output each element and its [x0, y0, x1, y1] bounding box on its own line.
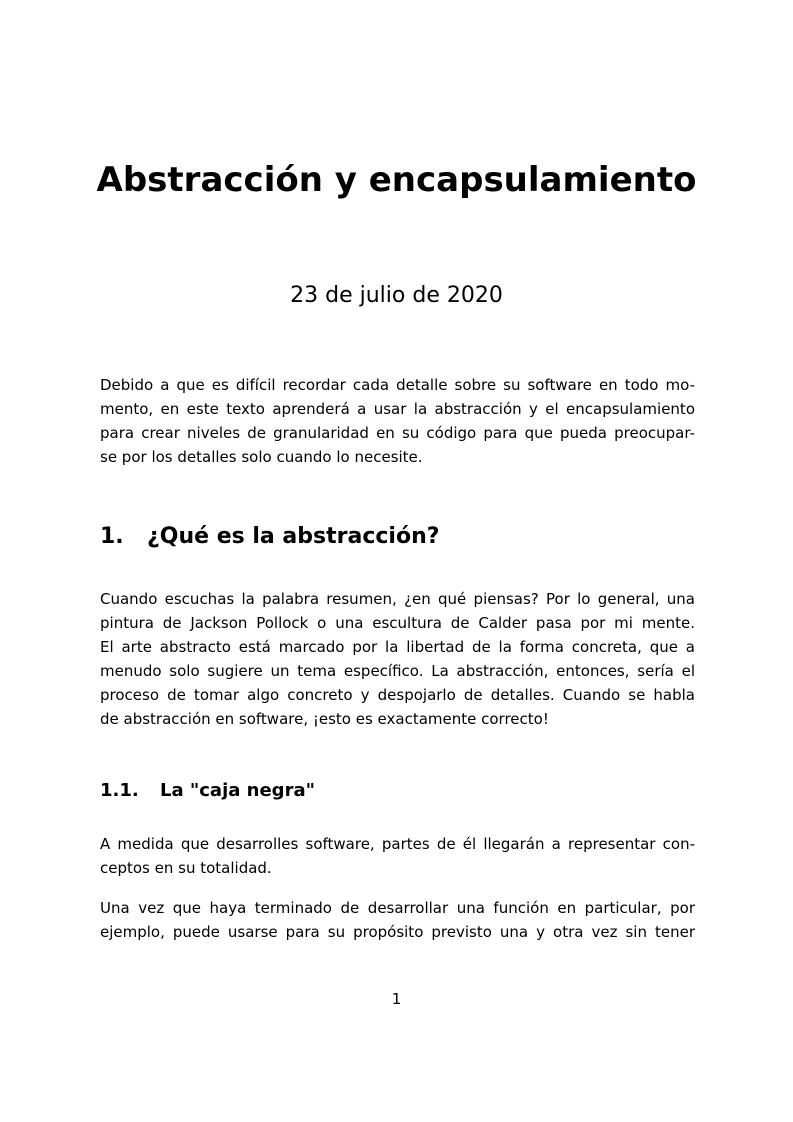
section-1-1-paragraph-2 [100, 896, 695, 944]
section-1-1-heading [100, 779, 315, 803]
paragraph-line: ejemplo, puede usarse para su propósito previsto una y otra vez sin tener [100, 923, 695, 941]
paragraph-line: ceptos en su totalidad. [100, 859, 272, 877]
paragraph-line: pintura de Jackson Pollock o una escultura de Calder pasa por mi mente. [100, 614, 695, 632]
abstract-line: mento, en este texto aprenderá a usar la abstracción y el encapsulamiento [100, 400, 695, 418]
paragraph-line: de abstracción en software, ¡esto es exactamente correcto! [100, 710, 549, 728]
paragraph-line: El arte abstracto está marcado por la libertad de la forma concreta, que a [100, 638, 695, 656]
paragraph-line: A medida que desarrolles software, partes de él llegarán a representar con- [100, 835, 695, 853]
page-number: 1 [391, 990, 402, 1008]
abstract-line: para crear niveles de granularidad en su código para que pueda preocupar- [100, 424, 695, 442]
paragraph-line: Cuando escuchas la palabra resumen, ¿en qué piensas? Por lo general, una [100, 590, 695, 608]
paragraph-line: Una vez que haya terminado de desarrollar una función en particular, por [100, 899, 695, 917]
section-1-paragraph [100, 587, 695, 731]
document-date: 23 de julio de 2020 [290, 283, 503, 308]
abstract-line: se por los detalles solo cuando lo necesite. [100, 448, 423, 466]
section-1-1-number: 1.1. [100, 780, 139, 801]
document-title: Abstracción y encapsulamiento [96, 160, 697, 200]
section-1-title: ¿Qué es la abstracción? [147, 524, 440, 549]
section-1-1-paragraph-1 [100, 832, 695, 880]
paragraph-line: proceso de tomar algo concreto y despojarlo de detalles. Cuando se habla [100, 686, 695, 704]
abstract-line: Debido a que es difícil recordar cada detalle sobre su software en todo mo- [100, 376, 695, 394]
section-1-number: 1. [100, 524, 124, 549]
paragraph-line: menudo solo sugiere un tema específico. La abstracción, entonces, sería el [100, 662, 695, 680]
section-1-1-title: La "caja negra" [160, 780, 315, 801]
abstract-paragraph [100, 373, 695, 469]
section-1-heading [100, 522, 440, 552]
